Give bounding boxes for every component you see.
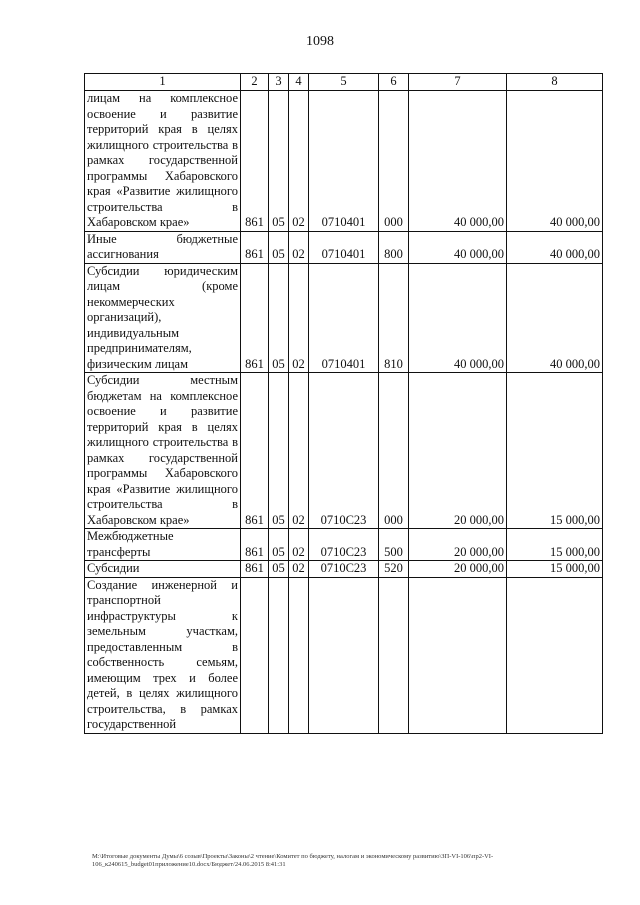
- cell-section: 05: [269, 263, 289, 373]
- cell-subsection: 02: [289, 529, 309, 561]
- table-row: [85, 91, 603, 232]
- file-path-footer: M:\Итоговые документы Думы\6 созыв\Проекты\Законы\2 чтение\Комитет по бюджету, налогам и экономическому развитию\ЗП-VI-106\пр2-VI-106_к240615_budget01приложение10.docx/Бюджет/24.06.2015 8:41:31: [92, 853, 494, 868]
- cell-amount-2: 40 000,00: [507, 91, 603, 232]
- cell-amount-1: 20 000,00: [409, 529, 507, 561]
- cell-amount-2: 15 000,00: [507, 561, 603, 578]
- cell-target-article: 0710С23: [309, 529, 379, 561]
- column-header: 5: [309, 74, 379, 91]
- column-header: 4: [289, 74, 309, 91]
- cell-target-article: 0710С23: [309, 561, 379, 578]
- column-header: 8: [507, 74, 603, 91]
- cell-section: 05: [269, 529, 289, 561]
- cell-subsection: 02: [289, 561, 309, 578]
- cell-section: [269, 577, 289, 733]
- cell-amount-2: [507, 577, 603, 733]
- cell-expense-type: 810: [379, 263, 409, 373]
- cell-subsection: 02: [289, 231, 309, 263]
- cell-expense-type: [379, 577, 409, 733]
- cell-admin-code: 861: [241, 373, 269, 529]
- cell-section: 05: [269, 373, 289, 529]
- cell-admin-code: 861: [241, 231, 269, 263]
- cell-expense-type: 800: [379, 231, 409, 263]
- column-header: 6: [379, 74, 409, 91]
- cell-amount-1: 40 000,00: [409, 263, 507, 373]
- table-row: [85, 561, 603, 578]
- table-row: [85, 373, 603, 529]
- column-header: 2: [241, 74, 269, 91]
- cell-subsection: 02: [289, 373, 309, 529]
- cell-expense-type: 500: [379, 529, 409, 561]
- cell-expense-type: 000: [379, 373, 409, 529]
- cell-amount-2: 15 000,00: [507, 529, 603, 561]
- cell-section: 05: [269, 91, 289, 232]
- cell-amount-1: 20 000,00: [409, 373, 507, 529]
- column-header: 3: [269, 74, 289, 91]
- cell-amount-2: 40 000,00: [507, 231, 603, 263]
- cell-subsection: 02: [289, 263, 309, 373]
- column-header: 7: [409, 74, 507, 91]
- cell-admin-code: 861: [241, 91, 269, 232]
- row-name: Создание инженерной и транспортной инфраструктуры к земельным участкам, предоставленным в собственность семьям, имеющим трех и более детей, в целях жилищного строительства, в рамках государственной: [85, 577, 241, 733]
- row-name: Субсидии местным бюджетам на комплексное освоение и развитие территорий края в целях жилищного строительства в рамках государственной программы Хабаровского края «Развитие жилищного строительства в Хабаровском крае»: [85, 373, 241, 529]
- row-name: Иные бюджетные ассигнования: [85, 231, 241, 263]
- cell-target-article: 0710401: [309, 263, 379, 373]
- cell-admin-code: [241, 577, 269, 733]
- row-name: Межбюджетные трансферты: [85, 529, 241, 561]
- cell-amount-1: 40 000,00: [409, 91, 507, 232]
- cell-amount-2: 15 000,00: [507, 373, 603, 529]
- table-row: [85, 263, 603, 373]
- cell-amount-1: 40 000,00: [409, 231, 507, 263]
- cell-admin-code: 861: [241, 263, 269, 373]
- row-name: Субсидии юридическим лицам (кроме некоммерческих организаций), индивидуальным предпринимателям, физическим лицам: [85, 263, 241, 373]
- page-number: 1098: [306, 34, 334, 49]
- cell-target-article: 0710401: [309, 91, 379, 232]
- cell-admin-code: 861: [241, 529, 269, 561]
- row-name: Субсидии: [85, 561, 241, 578]
- cell-section: 05: [269, 231, 289, 263]
- cell-target-article: [309, 577, 379, 733]
- cell-amount-2: 40 000,00: [507, 263, 603, 373]
- cell-subsection: [289, 577, 309, 733]
- budget-table: [84, 73, 603, 734]
- cell-expense-type: 000: [379, 91, 409, 232]
- table-row: [85, 577, 603, 733]
- cell-subsection: 02: [289, 91, 309, 232]
- column-header: 1: [85, 74, 241, 91]
- cell-section: 05: [269, 561, 289, 578]
- cell-amount-1: [409, 577, 507, 733]
- cell-target-article: 0710С23: [309, 373, 379, 529]
- row-name: лицам на комплексное освоение и развитие территорий края в целях жилищного строительства в рамках государственной программы Хабаровского края «Развитие жилищного строительства в Хабаровском крае»: [85, 91, 241, 232]
- cell-expense-type: 520: [379, 561, 409, 578]
- table-row: [85, 231, 603, 263]
- table-header-row: [85, 74, 603, 91]
- cell-amount-1: 20 000,00: [409, 561, 507, 578]
- cell-target-article: 0710401: [309, 231, 379, 263]
- cell-admin-code: 861: [241, 561, 269, 578]
- table-row: [85, 529, 603, 561]
